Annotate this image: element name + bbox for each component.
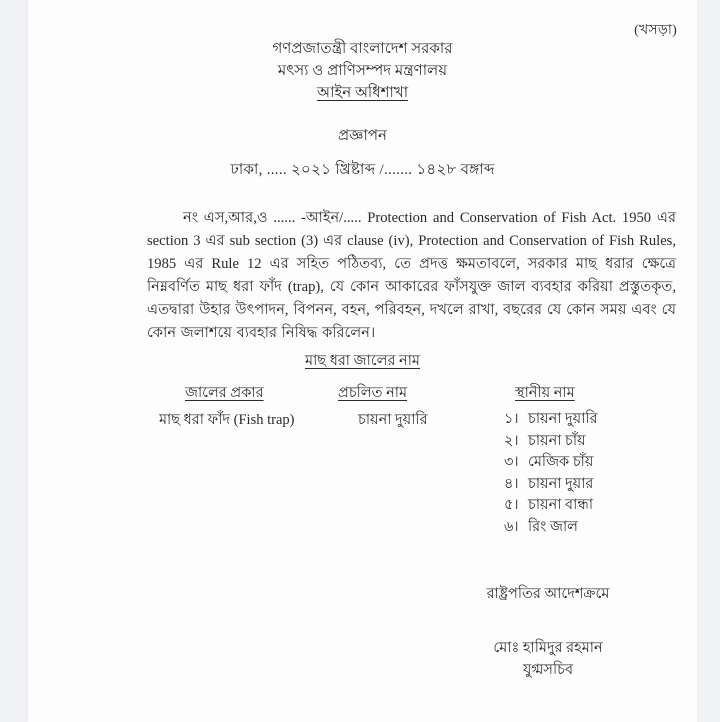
government-name: গণপ্রজাতন্ত্রী বাংলাদেশ সরকার xyxy=(272,41,453,57)
list-item xyxy=(504,409,598,431)
date-line: ঢাকা, ..... ২০২১ খ্রিষ্টাব্দ /....... ১৪২৮ বঙ্গাব্দ xyxy=(230,162,495,178)
local-names-list xyxy=(504,409,598,538)
list-item-name: রিং জাল xyxy=(528,518,578,535)
list-item-number: ৩। xyxy=(504,454,519,470)
table-title: মাছ ধরা জালের নাম xyxy=(305,353,420,369)
photo-edge-left xyxy=(0,0,28,722)
list-item xyxy=(504,517,598,539)
list-item xyxy=(504,431,598,453)
list-item xyxy=(504,474,598,496)
list-item-name: চায়না বান্ধা xyxy=(528,497,594,513)
column-header-common-name: প্রচলিত নাম xyxy=(338,385,408,401)
list-item xyxy=(504,495,598,517)
column-header-local-name: স্থানীয় নাম xyxy=(515,385,575,401)
table-cell-common-name: চায়না দুয়ারি xyxy=(358,412,428,428)
notification-title: প্রজ্ঞাপন xyxy=(337,128,388,144)
signatory-designation: যুগ্মসচিব xyxy=(522,662,574,678)
signatory-name: মোঃ হামিদুর রহমান xyxy=(493,640,603,656)
by-order-line: রাষ্ট্রপতির আদেশক্রমে xyxy=(486,586,610,602)
list-item-name: চায়না চাঁয় xyxy=(528,432,586,449)
photo-edge-right xyxy=(697,0,720,722)
list-item-number: ২। xyxy=(504,432,519,449)
table-cell-net-type: মাছ ধরা ফাঁদ (Fish trap) xyxy=(159,412,295,428)
list-item-name: চায়না দুয়ার xyxy=(528,475,594,492)
signature-block xyxy=(438,637,658,681)
list-item xyxy=(504,452,598,474)
list-item-number: ৬। xyxy=(504,518,519,535)
list-item-name: মেজিক চাঁয় xyxy=(528,454,594,470)
ministry-name: মৎস্য ও প্রাণিসম্পদ মন্ত্রণালয় xyxy=(277,63,448,79)
body-paragraph: নং এস,আর,ও ...... -আইন/..... Protection and Conservation of Fish Act. 1950 এর section 3 এর sub section (3) এর clause (iv), Protection and Conservation of Fish Rules, 1985 এর Rule 12 এর সহিত পঠিতব্য, তে প্রদত্ত ক্ষমতাবলে, সরকার মাছ ধরার ক্ষেত্রে নিম্নবর্ণিত মাছ ধরা ফাঁদ (trap), যে কোন আকারের ফাঁসযুক্ত জাল ব্যবহার করিয়া প্রস্তুতকৃত, এতদ্বারা উহার উৎপাদন, বিপনন, বহন, পরিবহন, দখলে রাখা, বছরের যে কোন সময় এবং যে কোন জলাশয়ে ব্যবহার নিষিদ্ধ করিলেন। xyxy=(147,210,676,341)
list-item-name: চায়না দুয়ারি xyxy=(528,411,598,427)
list-item-number: ৪। xyxy=(504,475,519,492)
document-page xyxy=(28,0,697,722)
branch-name: আইন অধিশাখা xyxy=(316,85,409,101)
list-item-number: ১। xyxy=(504,411,519,427)
draft-watermark-label: (খসড়া) xyxy=(634,23,677,38)
list-item-number: ৫। xyxy=(504,497,519,513)
column-header-net-type: জালের প্রকার xyxy=(185,385,264,401)
letterhead xyxy=(28,38,697,104)
